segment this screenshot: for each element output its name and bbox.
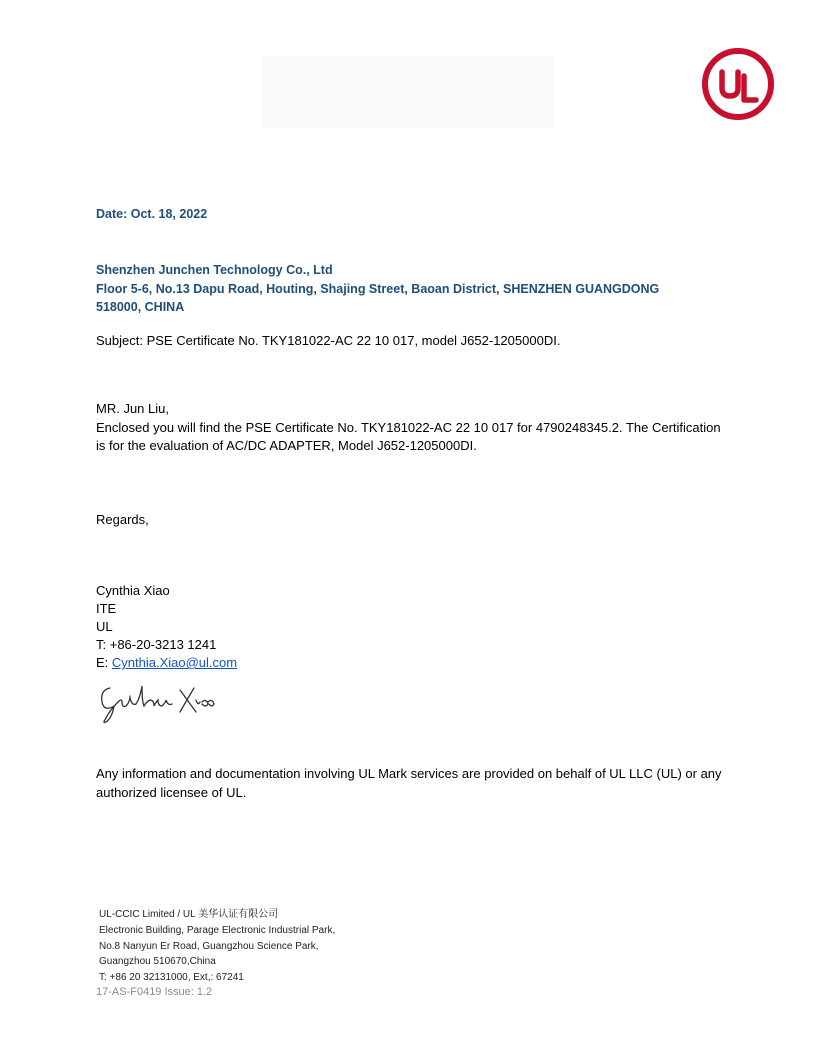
- ul-logo: [700, 46, 776, 122]
- watermark-band: [262, 56, 555, 128]
- sender-block: [96, 582, 237, 672]
- sender-department: ITE: [96, 601, 117, 616]
- sender-name: Cynthia Xiao: [96, 583, 170, 598]
- body-line: is for the evaluation of AC/DC ADAPTER, Model J652-1205000DI.: [96, 438, 477, 453]
- footer-line: T: +86 20 32131000, Ext,: 67241: [99, 972, 244, 984]
- letter-date: Date: Oct. 18, 2022: [96, 207, 208, 221]
- recipient-address-line1: Floor 5-6, No.13 Dapu Road, Houting, Shajing Street, Baoan District, SHENZHEN GUANGDONG: [96, 281, 660, 296]
- sender-email-row: [96, 654, 237, 672]
- disclaimer-line: authorized licensee of UL.: [96, 784, 247, 800]
- handwritten-signature: [96, 672, 216, 728]
- closing: Regards,: [96, 512, 149, 527]
- footer-line: No.8 Nanyun Er Road, Guangzhou Science Park,: [99, 940, 319, 952]
- body-line: Enclosed you will find the PSE Certificate No. TKY181022-AC 22 10 017 for 4790248345.2. The Certification: [96, 419, 721, 435]
- sender-phone: T: +86-20-3213 1241: [96, 637, 217, 652]
- footer-address: [99, 907, 335, 986]
- letter-subject: Subject: PSE Certificate No. TKY181022-AC 22 10 017, model J652-1205000DI.: [96, 333, 561, 348]
- footer-line: Guangzhou 510670,China: [99, 956, 216, 968]
- disclaimer-line: Any information and documentation involving UL Mark services are provided on behalf of UL LLC (UL) or any: [96, 766, 722, 781]
- recipient-address: [96, 261, 659, 317]
- footer-line: Electronic Building, Parage Electronic Industrial Park,: [99, 924, 336, 936]
- salutation: MR. Jun Liu,: [96, 401, 169, 416]
- footer-line: UL-CCIC Limited / UL 美华认证有限公司: [99, 909, 279, 920]
- letter-body: [96, 400, 756, 456]
- form-id: 17-AS-F0419 Issue: 1.2: [96, 986, 213, 998]
- recipient-company: Shenzhen Junchen Technology Co., Ltd: [96, 263, 333, 277]
- email-prefix: E:: [96, 655, 112, 670]
- email-link[interactable]: Cynthia.Xiao@ul.com: [111, 655, 238, 670]
- disclaimer: [96, 765, 756, 802]
- recipient-address-line2: 518000, CHINA: [96, 300, 185, 314]
- sender-org: UL: [96, 619, 113, 634]
